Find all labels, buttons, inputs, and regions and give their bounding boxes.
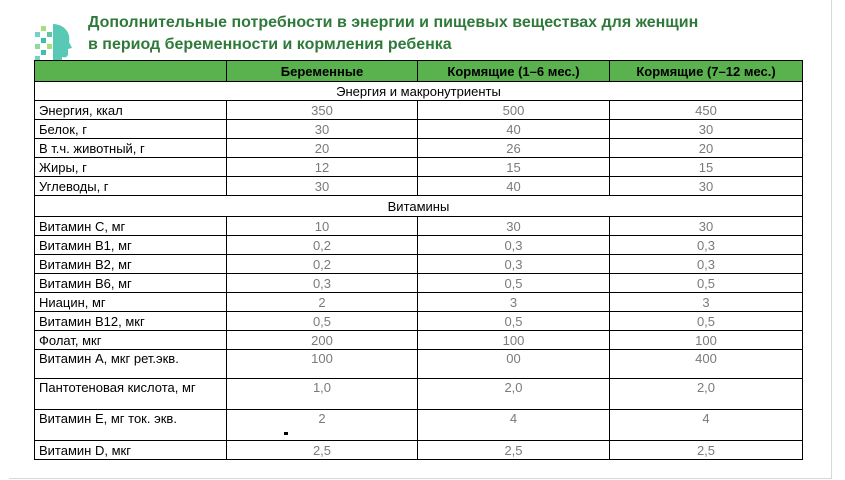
table-body [35, 82, 803, 460]
row-value: 30 [418, 217, 610, 236]
row-label: В т.ч. животный, г [35, 139, 227, 158]
header-lactating-1-6: Кормящие (1–6 мес.) [418, 61, 610, 82]
title-line-2: в период беременности и кормления ребенка [88, 36, 452, 53]
row-label: Фолат, мкг [35, 331, 227, 350]
row-value: 0,3 [610, 236, 803, 255]
row-value: 4 [610, 410, 803, 441]
row-value: 4 [418, 410, 610, 441]
table-row [35, 441, 803, 460]
row-value: 40 [418, 177, 610, 196]
row-value: 500 [418, 101, 610, 120]
row-label: Энергия, ккал [35, 101, 227, 120]
table-row [35, 139, 803, 158]
row-value: 0,5 [418, 274, 610, 293]
row-value: 2,5 [610, 441, 803, 460]
row-value: 2,5 [418, 441, 610, 460]
row-value: 3 [610, 293, 803, 312]
row-value: 2 [227, 410, 418, 441]
row-value: 15 [418, 158, 610, 177]
row-value: 40 [418, 120, 610, 139]
row-label: Ниацин, мг [35, 293, 227, 312]
table-row [35, 379, 803, 410]
row-value: 2,0 [610, 379, 803, 410]
row-value: 2,5 [227, 441, 418, 460]
row-value: 00 [418, 350, 610, 379]
row-value: 0,2 [227, 255, 418, 274]
row-value: 20 [610, 139, 803, 158]
table-row [35, 350, 803, 379]
header-blank-cell [35, 61, 227, 82]
row-value: 0,3 [418, 236, 610, 255]
row-value: 30 [610, 177, 803, 196]
row-value: 450 [610, 101, 803, 120]
row-label: Витамин А, мкг рет.экв. [35, 350, 227, 379]
row-value: 30 [227, 120, 418, 139]
table-row [35, 274, 803, 293]
table-row [35, 177, 803, 196]
row-value: 1,0 [227, 379, 418, 410]
table-row [35, 255, 803, 274]
row-value: 2 [227, 293, 418, 312]
table-row [35, 236, 803, 255]
row-label: Витамин Е, мг ток. экв. [35, 410, 227, 441]
row-value: 0,3 [418, 255, 610, 274]
header-pregnant: Беременные [227, 61, 418, 82]
row-value: 2,0 [418, 379, 610, 410]
row-value: 0,3 [610, 255, 803, 274]
row-value: 350 [227, 101, 418, 120]
row-label: Углеводы, г [35, 177, 227, 196]
row-label: Пантотеновая кислота, мг [35, 379, 227, 410]
row-label: Витамин В2, мг [35, 255, 227, 274]
row-label: Витамин С, мг [35, 217, 227, 236]
table-row [35, 293, 803, 312]
page-title [88, 12, 698, 56]
row-value: 400 [610, 350, 803, 379]
nutrition-table [34, 60, 803, 460]
row-value: 100 [418, 331, 610, 350]
row-value: 12 [227, 158, 418, 177]
stray-mark [284, 432, 288, 435]
row-value: 30 [610, 120, 803, 139]
row-label: Белок, г [35, 120, 227, 139]
row-value: 100 [610, 331, 803, 350]
table-row [35, 410, 803, 441]
row-label: Витамин В1, мг [35, 236, 227, 255]
row-value: 0,5 [610, 312, 803, 331]
logo-icon [33, 22, 73, 64]
table-row [35, 101, 803, 120]
row-value: 200 [227, 331, 418, 350]
row-label: Витамин В12, мкг [35, 312, 227, 331]
header-lactating-7-12: Кормящие (7–12 мес.) [610, 61, 803, 82]
section-heading: Витамины [35, 196, 803, 217]
row-value: 26 [418, 139, 610, 158]
row-value: 30 [610, 217, 803, 236]
row-value: 0,5 [418, 312, 610, 331]
row-value: 0,5 [610, 274, 803, 293]
row-label: Витамин В6, мг [35, 274, 227, 293]
table-row [35, 158, 803, 177]
row-value: 15 [610, 158, 803, 177]
row-value: 20 [227, 139, 418, 158]
row-label: Витамин D, мкг [35, 441, 227, 460]
section-heading: Энергия и макронутриенты [35, 82, 803, 101]
row-value: 0,2 [227, 236, 418, 255]
table-row [35, 312, 803, 331]
title-line-1: Дополнительные потребности в энергии и пищевых веществах для женщин [88, 14, 699, 31]
row-value: 10 [227, 217, 418, 236]
table-row [35, 217, 803, 236]
row-value: 0,5 [227, 312, 418, 331]
row-value: 30 [227, 177, 418, 196]
row-value: 3 [418, 293, 610, 312]
section-row [35, 196, 803, 217]
table-row [35, 120, 803, 139]
table-row [35, 331, 803, 350]
row-value: 0,3 [227, 274, 418, 293]
section-row [35, 82, 803, 101]
row-value: 100 [227, 350, 418, 379]
table-header-row [35, 61, 803, 82]
row-label: Жиры, г [35, 158, 227, 177]
